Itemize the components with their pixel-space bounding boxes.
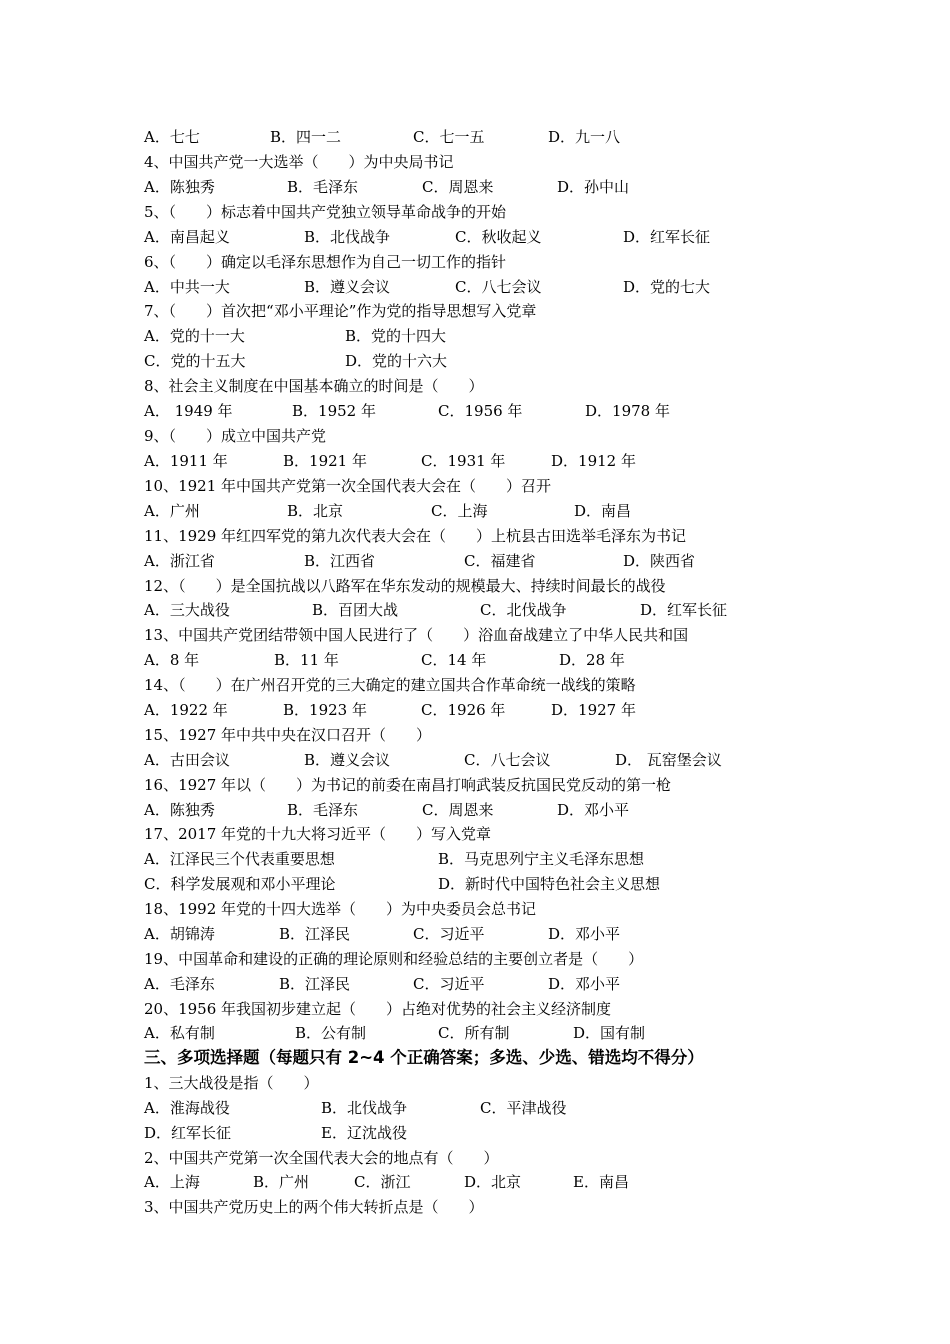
q8-option-c: C．1956 年 bbox=[438, 402, 523, 420]
q9-option-d: D．1912 年 bbox=[551, 452, 636, 470]
q6-option-c: C．八七会议 bbox=[455, 278, 542, 296]
s3-q2-option-c: C．浙江 bbox=[354, 1173, 411, 1191]
q17-option-c: C．科学发展观和邓小平理论 bbox=[144, 875, 336, 893]
s3-q2-option-a: A．上海 bbox=[144, 1173, 200, 1191]
q13-question: 13、中国共产党团结带领中国人民进行了（ ）浴血奋战建立了中华人民共和国 bbox=[144, 626, 689, 644]
q10-option-a: A．广州 bbox=[144, 502, 200, 520]
s3-q2-option-e: E．南昌 bbox=[573, 1173, 629, 1191]
q20-option-d: D．国有制 bbox=[573, 1024, 646, 1042]
q6-option-b: B．遵义会议 bbox=[304, 278, 391, 296]
q12-option-d: D．红军长征 bbox=[640, 601, 728, 619]
q12-option-c: C．北伐战争 bbox=[480, 601, 567, 619]
q20-option-b: B．公有制 bbox=[295, 1024, 367, 1042]
q14-question: 14、（ ）在广州召开党的三大确定的建立国共合作革命统一战线的策略 bbox=[144, 676, 636, 694]
q15-question: 15、1927 年中共中央在汉口召开（ ） bbox=[144, 726, 432, 744]
q7-option-c: C．党的十五大 bbox=[144, 352, 246, 370]
q12-question: 12、（ ）是全国抗战以八路军在华东发动的规模最大、持续时间最长的战役 bbox=[144, 577, 666, 595]
q20-option-c: C．所有制 bbox=[438, 1024, 510, 1042]
q10-option-c: C．上海 bbox=[431, 502, 488, 520]
s3-q1-option-c: C．平津战役 bbox=[480, 1099, 567, 1117]
q12-option-b: B．百团大战 bbox=[312, 601, 399, 619]
q10-option-b: B．北京 bbox=[287, 502, 344, 520]
q19-question: 19、中国革命和建设的正确的理论原则和经验总结的主要创立者是（ ） bbox=[144, 950, 644, 968]
q4-option-d: D．孙中山 bbox=[557, 178, 630, 196]
s3-q1-option-a: A．淮海战役 bbox=[144, 1099, 230, 1117]
q6-option-d: D．党的七大 bbox=[623, 278, 711, 296]
q5-question: 5、（ ）标志着中国共产党独立领导革命战争的开始 bbox=[144, 203, 507, 221]
q5-option-a: A．南昌起义 bbox=[144, 228, 230, 246]
q8-option-d: D．1978 年 bbox=[585, 402, 670, 420]
q13-option-b: B．11 年 bbox=[274, 651, 339, 669]
q11-question: 11、1929 年红四军党的第九次代表大会在（ ）上杭县古田选举毛泽东为书记 bbox=[144, 527, 687, 545]
q9-option-b: B．1921 年 bbox=[283, 452, 367, 470]
q7-option-b: B．党的十四大 bbox=[345, 327, 447, 345]
q16-option-d: D．邓小平 bbox=[557, 801, 630, 819]
q16-option-b: B．毛泽东 bbox=[287, 801, 359, 819]
q8-question: 8、社会主义制度在中国基本确立的时间是（ ） bbox=[144, 377, 484, 395]
q18-option-b: B．江泽民 bbox=[279, 925, 351, 943]
q13-option-a: A．8 年 bbox=[144, 651, 200, 669]
q14-option-d: D．1927 年 bbox=[551, 701, 636, 719]
q7-option-d: D．党的十六大 bbox=[345, 352, 448, 370]
q8-option-a: A． 1949 年 bbox=[144, 402, 233, 420]
q15-option-d: D． 瓦窑堡会议 bbox=[615, 751, 722, 769]
q9-option-c: C．1931 年 bbox=[421, 452, 506, 470]
q15-option-c: C．八七会议 bbox=[464, 751, 551, 769]
q5-option-d: D．红军长征 bbox=[623, 228, 711, 246]
q17-question: 17、2017 年党的十九大将习近平（ ）写入党章 bbox=[144, 825, 492, 843]
q19-option-a: A．毛泽东 bbox=[144, 975, 215, 993]
q3-option-b: B．四一二 bbox=[270, 128, 342, 146]
q7-question: 7、（ ）首次把“邓小平理论”作为党的指导思想写入党章 bbox=[144, 302, 537, 320]
q11-option-c: C．福建省 bbox=[464, 552, 536, 570]
s3-q1-option-d: D．红军长征 bbox=[144, 1124, 232, 1142]
s3-q3-question: 3、中国共产党历史上的两个伟大转折点是（ ） bbox=[144, 1198, 484, 1216]
q6-option-a: A．中共一大 bbox=[144, 278, 230, 296]
q5-option-b: B．北伐战争 bbox=[304, 228, 391, 246]
q11-option-b: B．江西省 bbox=[304, 552, 376, 570]
s3-q1-question: 1、三大战役是指（ ） bbox=[144, 1074, 319, 1092]
q9-option-a: A．1911 年 bbox=[144, 452, 228, 470]
q17-option-a: A．江泽民三个代表重要思想 bbox=[144, 850, 335, 868]
q13-option-d: D．28 年 bbox=[559, 651, 625, 669]
q20-question: 20、1956 年我国初步建立起（ ）占绝对优势的社会主义经济制度 bbox=[144, 1000, 612, 1018]
q3-option-d: D．九一八 bbox=[548, 128, 621, 146]
q4-option-c: C．周恩来 bbox=[422, 178, 494, 196]
section3-heading: 三、多项选择题（每题只有 2~4 个正确答案；多选、少选、错选均不得分） bbox=[144, 1048, 704, 1067]
q17-option-b: B．马克思列宁主义毛泽东思想 bbox=[438, 850, 645, 868]
q7-option-a: A．党的十一大 bbox=[144, 327, 245, 345]
q10-question: 10、1921 年中国共产党第一次全国代表大会在（ ）召开 bbox=[144, 477, 552, 495]
q16-option-c: C．周恩来 bbox=[422, 801, 494, 819]
q15-option-b: B．遵义会议 bbox=[304, 751, 391, 769]
q4-option-b: B．毛泽东 bbox=[287, 178, 359, 196]
q5-option-c: C．秋收起义 bbox=[455, 228, 542, 246]
s3-q2-option-b: B．广州 bbox=[253, 1173, 310, 1191]
q8-option-b: B．1952 年 bbox=[292, 402, 376, 420]
q9-question: 9、（ ）成立中国共产党 bbox=[144, 427, 327, 445]
q15-option-a: A．古田会议 bbox=[144, 751, 230, 769]
q17-option-d: D．新时代中国特色社会主义思想 bbox=[438, 875, 661, 893]
q18-option-d: D．邓小平 bbox=[548, 925, 621, 943]
q14-option-b: B．1923 年 bbox=[283, 701, 367, 719]
q16-question: 16、1927 年以（ ）为书记的前委在南昌打响武装反抗国民党反动的第一枪 bbox=[144, 776, 672, 794]
s3-q2-question: 2、中国共产党第一次全国代表大会的地点有（ ） bbox=[144, 1149, 499, 1167]
q3-option-a: A．七七 bbox=[144, 128, 200, 146]
q12-option-a: A．三大战役 bbox=[144, 601, 230, 619]
q6-question: 6、（ ）确定以毛泽东思想作为自己一切工作的指针 bbox=[144, 253, 507, 271]
q14-option-a: A．1922 年 bbox=[144, 701, 228, 719]
s3-q1-option-b: B．北伐战争 bbox=[321, 1099, 408, 1117]
q11-option-d: D．陕西省 bbox=[623, 552, 696, 570]
q16-option-a: A．陈独秀 bbox=[144, 801, 215, 819]
q11-option-a: A．浙江省 bbox=[144, 552, 215, 570]
q13-option-c: C．14 年 bbox=[421, 651, 487, 669]
q3-option-c: C．七一五 bbox=[413, 128, 485, 146]
q4-option-a: A．陈独秀 bbox=[144, 178, 215, 196]
s3-q1-option-e: E．辽沈战役 bbox=[321, 1124, 407, 1142]
q19-option-d: D．邓小平 bbox=[548, 975, 621, 993]
q14-option-c: C．1926 年 bbox=[421, 701, 506, 719]
q18-question: 18、1992 年党的十四大选举（ ）为中央委员会总书记 bbox=[144, 900, 537, 918]
q18-option-a: A．胡锦涛 bbox=[144, 925, 215, 943]
q19-option-b: B．江泽民 bbox=[279, 975, 351, 993]
q20-option-a: A．私有制 bbox=[144, 1024, 215, 1042]
s3-q2-option-d: D．北京 bbox=[464, 1173, 522, 1191]
q4-question: 4、中国共产党一大选举（ ）为中央局书记 bbox=[144, 153, 454, 171]
q19-option-c: C．习近平 bbox=[413, 975, 485, 993]
q10-option-d: D．南昌 bbox=[574, 502, 632, 520]
q18-option-c: C．习近平 bbox=[413, 925, 485, 943]
